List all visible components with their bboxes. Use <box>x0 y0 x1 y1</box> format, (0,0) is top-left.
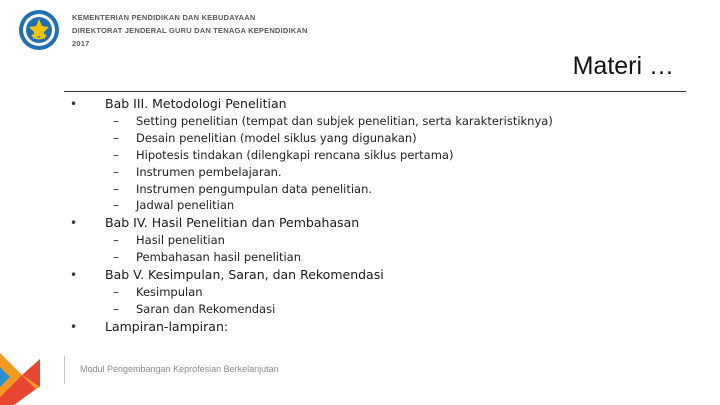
outline-item: Lampiran-lampiran: <box>105 319 229 334</box>
outline-subitem: Pembahasan hasil penelitian <box>136 250 302 264</box>
dash: – <box>113 285 119 299</box>
org-line-ministry: KEMENTERIAN PENDIDIKAN DAN KEBUDAYAAN <box>72 12 256 22</box>
org-line-year: 2017 <box>72 38 90 48</box>
dash: – <box>113 131 119 145</box>
dash: – <box>113 114 119 128</box>
dash: – <box>113 302 119 316</box>
dash: – <box>113 198 119 212</box>
dash: – <box>113 148 119 162</box>
footer-module-name: Modul Pengembangan Keprofesian Berkelanjutan <box>80 364 279 374</box>
outline-subitem: Hasil penelitian <box>136 233 225 247</box>
bullet: • <box>70 216 78 230</box>
outline-subitem: Saran dan Rekomendasi <box>136 302 276 316</box>
header <box>18 8 308 52</box>
tut-wuri-handayani-logo-icon <box>18 9 60 51</box>
bullet: • <box>70 320 78 334</box>
slide-title: Materi … <box>572 52 674 80</box>
outline-subitem: Setting penelitian (tempat dan subjek penelitian, serta karakteristiknya) <box>136 114 553 128</box>
organization-name <box>72 11 308 50</box>
bullet: • <box>70 268 78 282</box>
outline-subitem: Instrumen pembelajaran. <box>136 165 282 179</box>
dash: – <box>113 182 119 196</box>
outline-subitem: Instrumen pengumpulan data penelitian. <box>136 182 373 196</box>
outline-subitem: Kesimpulan <box>136 285 203 299</box>
outline-item: Bab IV. Hasil Penelitian dan Pembahasan <box>105 215 360 230</box>
outline-item: Bab III. Metodologi Penelitian <box>105 96 287 111</box>
outline-subitem: Desain penelitian (model siklus yang digunakan) <box>136 131 417 145</box>
outline-subitem: Hipotesis tindakan (dilengkapi rencana siklus pertama) <box>136 148 454 162</box>
bullet: • <box>70 97 78 111</box>
dash: – <box>113 165 119 179</box>
outline-subitem: Jadwal penelitian <box>136 198 235 212</box>
outline-item: Bab V. Kesimpulan, Saran, dan Rekomendasi <box>105 267 384 282</box>
dash: – <box>113 250 119 264</box>
title-divider <box>64 91 686 92</box>
dash: – <box>113 233 119 247</box>
footer-brand-mark-icon <box>0 347 50 405</box>
org-line-directorate: DIREKTORAT JENDERAL GURU DAN TENAGA KEPENDIDIKAN <box>72 25 308 35</box>
footer-divider <box>64 356 65 384</box>
